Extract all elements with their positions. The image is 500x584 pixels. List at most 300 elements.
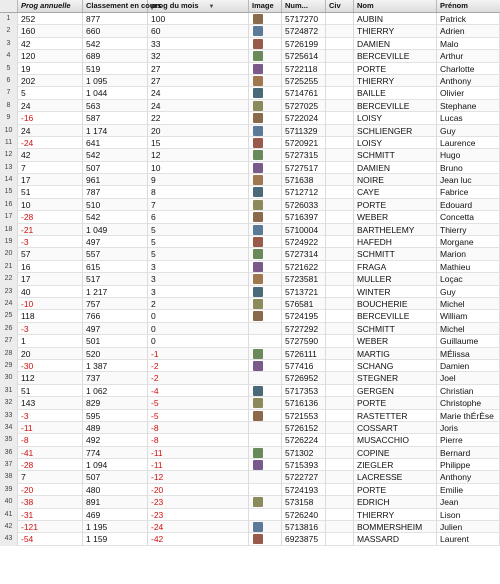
cell-nom[interactable]: THIERRY	[354, 25, 437, 37]
cell-image[interactable]	[249, 174, 282, 186]
cell-prog-annuelle[interactable]: -30	[18, 360, 83, 372]
cell-prenom[interactable]: Damien	[437, 360, 500, 372]
cell-image[interactable]	[249, 149, 282, 161]
cell-prog-mois[interactable]: -2	[148, 372, 249, 384]
cell-classement[interactable]: 1 159	[83, 533, 148, 545]
row-index[interactable]: 29	[0, 360, 18, 372]
cell-nom[interactable]: LOISY	[354, 137, 437, 149]
cell-prog-annuelle[interactable]: -3	[18, 236, 83, 248]
cell-num[interactable]: 5726033	[282, 199, 326, 211]
column-header-prog-mois[interactable]	[148, 0, 249, 12]
row-index[interactable]: 15	[0, 186, 18, 198]
cell-prog-annuelle[interactable]: 42	[18, 149, 83, 161]
row-index[interactable]: 24	[0, 298, 18, 310]
cell-classement[interactable]: 501	[83, 335, 148, 347]
cell-image[interactable]	[249, 360, 282, 372]
row-index[interactable]: 2	[0, 25, 18, 37]
cell-civ[interactable]	[326, 323, 354, 335]
cell-nom[interactable]: MUSACCHIO	[354, 434, 437, 446]
row-index[interactable]: 34	[0, 422, 18, 434]
cell-num[interactable]: 5711329	[282, 125, 326, 137]
cell-classement[interactable]: 891	[83, 496, 148, 508]
cell-civ[interactable]	[326, 298, 354, 310]
cell-classement[interactable]: 1 094	[83, 459, 148, 471]
cell-nom[interactable]: CAYE	[354, 186, 437, 198]
cell-num[interactable]: 5727590	[282, 335, 326, 347]
cell-prog-annuelle[interactable]: 24	[18, 100, 83, 112]
cell-classement[interactable]: 497	[83, 323, 148, 335]
table-row[interactable]	[0, 434, 500, 446]
cell-num[interactable]: 5724193	[282, 484, 326, 496]
cell-image[interactable]	[249, 50, 282, 62]
cell-prog-annuelle[interactable]: -3	[18, 323, 83, 335]
cell-nom[interactable]: EDRICH	[354, 496, 437, 508]
cell-prog-annuelle[interactable]: -11	[18, 422, 83, 434]
cell-prog-mois[interactable]: 5	[148, 236, 249, 248]
cell-classement[interactable]: 517	[83, 273, 148, 285]
cell-nom[interactable]: SCHANG	[354, 360, 437, 372]
cell-nom[interactable]: HAFEDH	[354, 236, 437, 248]
cell-prenom[interactable]: Patrick	[437, 13, 500, 25]
cell-prog-mois[interactable]: -8	[148, 422, 249, 434]
cell-num[interactable]: 573158	[282, 496, 326, 508]
row-index[interactable]: 28	[0, 348, 18, 360]
table-row[interactable]	[0, 236, 500, 248]
cell-prog-mois[interactable]: -5	[148, 397, 249, 409]
cell-nom[interactable]: THIERRY	[354, 509, 437, 521]
cell-civ[interactable]	[326, 50, 354, 62]
cell-prenom[interactable]: Lucas	[437, 112, 500, 124]
cell-prenom[interactable]: Arthur	[437, 50, 500, 62]
cell-image[interactable]	[249, 459, 282, 471]
cell-prenom[interactable]: Christian	[437, 385, 500, 397]
cell-prog-mois[interactable]: 32	[148, 50, 249, 62]
cell-nom[interactable]: MASSARD	[354, 533, 437, 545]
cell-prenom[interactable]: Bruno	[437, 162, 500, 174]
table-row[interactable]	[0, 125, 500, 137]
cell-image[interactable]	[249, 372, 282, 384]
cell-classement[interactable]: 615	[83, 261, 148, 273]
cell-civ[interactable]	[326, 186, 354, 198]
cell-civ[interactable]	[326, 75, 354, 87]
cell-classement[interactable]: 507	[83, 162, 148, 174]
cell-num[interactable]: 5724195	[282, 310, 326, 322]
cell-civ[interactable]	[326, 360, 354, 372]
cell-civ[interactable]	[326, 261, 354, 273]
cell-prog-annuelle[interactable]: -31	[18, 509, 83, 521]
cell-classement[interactable]: 774	[83, 447, 148, 459]
cell-prog-mois[interactable]: -20	[148, 484, 249, 496]
table-row[interactable]	[0, 112, 500, 124]
cell-civ[interactable]	[326, 125, 354, 137]
table-row[interactable]	[0, 533, 500, 545]
cell-prenom[interactable]: Morgane	[437, 236, 500, 248]
row-index[interactable]: 21	[0, 261, 18, 273]
cell-prenom[interactable]: Fabrice	[437, 186, 500, 198]
cell-prog-mois[interactable]: 27	[148, 75, 249, 87]
cell-num[interactable]: 5727517	[282, 162, 326, 174]
cell-image[interactable]	[249, 310, 282, 322]
cell-civ[interactable]	[326, 372, 354, 384]
cell-civ[interactable]	[326, 410, 354, 422]
cell-nom[interactable]: MARTIG	[354, 348, 437, 360]
table-row[interactable]	[0, 63, 500, 75]
cell-prenom[interactable]: Mathieu	[437, 261, 500, 273]
cell-prog-mois[interactable]: -1	[148, 348, 249, 360]
cell-classement[interactable]: 510	[83, 199, 148, 211]
row-index[interactable]: 11	[0, 137, 18, 149]
cell-prog-mois[interactable]: 8	[148, 186, 249, 198]
cell-prog-annuelle[interactable]: 16	[18, 261, 83, 273]
cell-civ[interactable]	[326, 100, 354, 112]
cell-prenom[interactable]: Laurence	[437, 137, 500, 149]
table-row[interactable]	[0, 372, 500, 384]
cell-nom[interactable]: WEBER	[354, 211, 437, 223]
cell-prog-mois[interactable]: 0	[148, 323, 249, 335]
cell-prog-mois[interactable]: 5	[148, 248, 249, 260]
cell-prog-mois[interactable]: -2	[148, 360, 249, 372]
column-header-image[interactable]	[249, 0, 282, 12]
cell-prog-mois[interactable]: 10	[148, 162, 249, 174]
table-row[interactable]	[0, 521, 500, 533]
table-row[interactable]	[0, 50, 500, 62]
cell-image[interactable]	[249, 261, 282, 273]
cell-prenom[interactable]: Michel	[437, 298, 500, 310]
table-row[interactable]	[0, 360, 500, 372]
cell-num[interactable]: 5726111	[282, 348, 326, 360]
cell-classement[interactable]: 1 062	[83, 385, 148, 397]
table-row[interactable]	[0, 496, 500, 508]
cell-nom[interactable]: FRAGA	[354, 261, 437, 273]
cell-prog-mois[interactable]: -42	[148, 533, 249, 545]
cell-prog-mois[interactable]: 9	[148, 174, 249, 186]
cell-prog-mois[interactable]: 2	[148, 298, 249, 310]
row-index[interactable]: 6	[0, 75, 18, 87]
cell-nom[interactable]: BARTHELEMY	[354, 224, 437, 236]
row-index[interactable]: 36	[0, 447, 18, 459]
cell-classement[interactable]: 689	[83, 50, 148, 62]
row-index[interactable]: 27	[0, 335, 18, 347]
row-index[interactable]: 3	[0, 38, 18, 50]
cell-prog-mois[interactable]: 0	[148, 335, 249, 347]
cell-classement[interactable]: 660	[83, 25, 148, 37]
cell-num[interactable]: 5714761	[282, 87, 326, 99]
cell-num[interactable]: 5726152	[282, 422, 326, 434]
cell-prenom[interactable]: Guy	[437, 125, 500, 137]
cell-prenom[interactable]: Christophe	[437, 397, 500, 409]
row-index[interactable]: 20	[0, 248, 18, 260]
cell-nom[interactable]: COPINE	[354, 447, 437, 459]
cell-nom[interactable]: NOIRE	[354, 174, 437, 186]
row-index[interactable]: 33	[0, 410, 18, 422]
cell-nom[interactable]: SCHLIENGER	[354, 125, 437, 137]
cell-nom[interactable]: DAMIEN	[354, 38, 437, 50]
cell-prenom[interactable]: Michel	[437, 323, 500, 335]
cell-civ[interactable]	[326, 397, 354, 409]
cell-image[interactable]	[249, 125, 282, 137]
cell-prenom[interactable]: Thierry	[437, 224, 500, 236]
table-row[interactable]	[0, 348, 500, 360]
cell-civ[interactable]	[326, 521, 354, 533]
column-header-nom[interactable]	[354, 0, 437, 12]
cell-num[interactable]: 5722727	[282, 471, 326, 483]
cell-classement[interactable]: 1 049	[83, 224, 148, 236]
cell-nom[interactable]: SCHMITT	[354, 248, 437, 260]
cell-prog-annuelle[interactable]: -3	[18, 410, 83, 422]
cell-classement[interactable]: 1 044	[83, 87, 148, 99]
cell-prenom[interactable]: Bernard	[437, 447, 500, 459]
cell-num[interactable]: 5727315	[282, 149, 326, 161]
cell-civ[interactable]	[326, 211, 354, 223]
cell-prog-mois[interactable]: 27	[148, 63, 249, 75]
cell-prog-annuelle[interactable]: 17	[18, 273, 83, 285]
cell-prenom[interactable]: MÉlissa	[437, 348, 500, 360]
cell-prog-annuelle[interactable]: 118	[18, 310, 83, 322]
cell-prog-annuelle[interactable]: 40	[18, 286, 83, 298]
cell-prenom[interactable]: Jean	[437, 496, 500, 508]
cell-image[interactable]	[249, 323, 282, 335]
cell-num[interactable]: 5723581	[282, 273, 326, 285]
cell-num[interactable]: 5722024	[282, 112, 326, 124]
cell-prog-annuelle[interactable]: -41	[18, 447, 83, 459]
row-index[interactable]: 31	[0, 385, 18, 397]
cell-prenom[interactable]: Anthony	[437, 75, 500, 87]
cell-image[interactable]	[249, 87, 282, 99]
cell-civ[interactable]	[326, 199, 354, 211]
row-index[interactable]: 40	[0, 496, 18, 508]
cell-civ[interactable]	[326, 310, 354, 322]
column-header-prog-annuelle[interactable]	[18, 0, 83, 12]
cell-nom[interactable]: WINTER	[354, 286, 437, 298]
cell-prog-annuelle[interactable]: 42	[18, 38, 83, 50]
cell-prog-mois[interactable]: 60	[148, 25, 249, 37]
row-index[interactable]: 1	[0, 13, 18, 25]
cell-image[interactable]	[249, 496, 282, 508]
cell-prog-annuelle[interactable]: -10	[18, 298, 83, 310]
cell-civ[interactable]	[326, 224, 354, 236]
cell-classement[interactable]: 519	[83, 63, 148, 75]
cell-civ[interactable]	[326, 422, 354, 434]
cell-classement[interactable]: 497	[83, 236, 148, 248]
cell-civ[interactable]	[326, 13, 354, 25]
cell-prog-annuelle[interactable]: 7	[18, 162, 83, 174]
cell-classement[interactable]: 587	[83, 112, 148, 124]
cell-num[interactable]: 5720921	[282, 137, 326, 149]
cell-prog-annuelle[interactable]: 5	[18, 87, 83, 99]
cell-image[interactable]	[249, 434, 282, 446]
cell-classement[interactable]: 480	[83, 484, 148, 496]
table-row[interactable]	[0, 422, 500, 434]
cell-num[interactable]: 577416	[282, 360, 326, 372]
cell-image[interactable]	[249, 484, 282, 496]
cell-prenom[interactable]: Anthony	[437, 471, 500, 483]
cell-prog-annuelle[interactable]: 19	[18, 63, 83, 75]
cell-civ[interactable]	[326, 533, 354, 545]
cell-nom[interactable]: BERCEVILLE	[354, 100, 437, 112]
cell-civ[interactable]	[326, 149, 354, 161]
cell-civ[interactable]	[326, 87, 354, 99]
cell-image[interactable]	[249, 186, 282, 198]
cell-prenom[interactable]: Concetta	[437, 211, 500, 223]
row-index[interactable]: 26	[0, 323, 18, 335]
cell-prog-mois[interactable]: 5	[148, 224, 249, 236]
cell-nom[interactable]: PORTE	[354, 199, 437, 211]
row-index[interactable]: 23	[0, 286, 18, 298]
cell-image[interactable]	[249, 224, 282, 236]
cell-num[interactable]: 5725255	[282, 75, 326, 87]
cell-num[interactable]: 5722118	[282, 63, 326, 75]
cell-prog-annuelle[interactable]: 20	[18, 348, 83, 360]
cell-classement[interactable]: 1 387	[83, 360, 148, 372]
row-index[interactable]: 4	[0, 50, 18, 62]
cell-civ[interactable]	[326, 162, 354, 174]
cell-prenom[interactable]: William	[437, 310, 500, 322]
cell-num[interactable]: 5713816	[282, 521, 326, 533]
table-row[interactable]	[0, 459, 500, 471]
cell-nom[interactable]: BOMMERSHEIM	[354, 521, 437, 533]
cell-nom[interactable]: BAILLE	[354, 87, 437, 99]
cell-civ[interactable]	[326, 348, 354, 360]
sort-descending-icon[interactable]: ▼	[208, 4, 215, 10]
cell-prenom[interactable]: Julien	[437, 521, 500, 533]
cell-prog-mois[interactable]: -4	[148, 385, 249, 397]
cell-civ[interactable]	[326, 248, 354, 260]
cell-classement[interactable]: 542	[83, 38, 148, 50]
cell-prenom[interactable]: Stephane	[437, 100, 500, 112]
cell-classement[interactable]: 1 174	[83, 125, 148, 137]
cell-prog-mois[interactable]: 20	[148, 125, 249, 137]
cell-prog-mois[interactable]: 100	[148, 13, 249, 25]
row-index[interactable]: 13	[0, 162, 18, 174]
cell-civ[interactable]	[326, 471, 354, 483]
row-index[interactable]: 22	[0, 273, 18, 285]
cell-civ[interactable]	[326, 496, 354, 508]
table-row[interactable]	[0, 199, 500, 211]
cell-prenom[interactable]: Joris	[437, 422, 500, 434]
cell-prog-annuelle[interactable]: -38	[18, 496, 83, 508]
table-row[interactable]	[0, 509, 500, 521]
cell-classement[interactable]: 757	[83, 298, 148, 310]
cell-prog-mois[interactable]: 15	[148, 137, 249, 149]
cell-num[interactable]: 5715393	[282, 459, 326, 471]
cell-image[interactable]	[249, 410, 282, 422]
cell-image[interactable]	[249, 335, 282, 347]
row-index[interactable]: 17	[0, 211, 18, 223]
table-row[interactable]	[0, 273, 500, 285]
cell-nom[interactable]: MULLER	[354, 273, 437, 285]
column-header-prenom[interactable]	[437, 0, 500, 12]
cell-prog-annuelle[interactable]: -24	[18, 137, 83, 149]
cell-num[interactable]: 5726952	[282, 372, 326, 384]
row-index[interactable]: 10	[0, 125, 18, 137]
cell-prenom[interactable]: Emilie	[437, 484, 500, 496]
table-row[interactable]	[0, 137, 500, 149]
cell-num[interactable]: 5712712	[282, 186, 326, 198]
cell-image[interactable]	[249, 397, 282, 409]
cell-nom[interactable]: BOUCHERIE	[354, 298, 437, 310]
cell-num[interactable]: 571638	[282, 174, 326, 186]
cell-image[interactable]	[249, 137, 282, 149]
cell-prog-mois[interactable]: -8	[148, 434, 249, 446]
cell-classement[interactable]: 877	[83, 13, 148, 25]
cell-prog-annuelle[interactable]: -20	[18, 484, 83, 496]
row-index[interactable]: 42	[0, 521, 18, 533]
cell-prog-annuelle[interactable]: 51	[18, 385, 83, 397]
row-index[interactable]: 38	[0, 471, 18, 483]
cell-prenom[interactable]: Pierre	[437, 434, 500, 446]
cell-image[interactable]	[249, 162, 282, 174]
cell-classement[interactable]: 961	[83, 174, 148, 186]
cell-nom[interactable]: COSSART	[354, 422, 437, 434]
row-index[interactable]: 7	[0, 87, 18, 99]
cell-prenom[interactable]: Hugo	[437, 149, 500, 161]
cell-image[interactable]	[249, 25, 282, 37]
cell-nom[interactable]: SCHMITT	[354, 149, 437, 161]
cell-prog-mois[interactable]: -11	[148, 459, 249, 471]
cell-prenom[interactable]: Laurent	[437, 533, 500, 545]
cell-nom[interactable]: LOISY	[354, 112, 437, 124]
table-row[interactable]	[0, 410, 500, 422]
cell-classement[interactable]: 542	[83, 149, 148, 161]
cell-prog-mois[interactable]: 12	[148, 149, 249, 161]
cell-civ[interactable]	[326, 112, 354, 124]
table-row[interactable]	[0, 310, 500, 322]
cell-prog-annuelle[interactable]: 112	[18, 372, 83, 384]
table-row[interactable]	[0, 13, 500, 25]
row-index[interactable]: 41	[0, 509, 18, 521]
cell-num[interactable]: 5727292	[282, 323, 326, 335]
cell-nom[interactable]: ZIEGLER	[354, 459, 437, 471]
cell-image[interactable]	[249, 63, 282, 75]
table-row[interactable]	[0, 447, 500, 459]
cell-num[interactable]: 576581	[282, 298, 326, 310]
table-row[interactable]	[0, 261, 500, 273]
cell-classement[interactable]: 641	[83, 137, 148, 149]
cell-prog-mois[interactable]: 24	[148, 100, 249, 112]
cell-classement[interactable]: 1 095	[83, 75, 148, 87]
cell-num[interactable]: 5724922	[282, 236, 326, 248]
row-index[interactable]: 9	[0, 112, 18, 124]
cell-image[interactable]	[249, 112, 282, 124]
cell-num[interactable]: 5721553	[282, 410, 326, 422]
cell-image[interactable]	[249, 286, 282, 298]
cell-num[interactable]: 5717270	[282, 13, 326, 25]
cell-nom[interactable]: RASTETTER	[354, 410, 437, 422]
cell-nom[interactable]: LACRESSE	[354, 471, 437, 483]
cell-classement[interactable]: 469	[83, 509, 148, 521]
cell-image[interactable]	[249, 236, 282, 248]
cell-prenom[interactable]: Marie thÉrÈse	[437, 410, 500, 422]
table-row[interactable]	[0, 25, 500, 37]
cell-image[interactable]	[249, 521, 282, 533]
table-row[interactable]	[0, 323, 500, 335]
cell-prog-mois[interactable]: -5	[148, 410, 249, 422]
row-index[interactable]: 18	[0, 224, 18, 236]
cell-civ[interactable]	[326, 38, 354, 50]
cell-image[interactable]	[249, 248, 282, 260]
cell-civ[interactable]	[326, 286, 354, 298]
cell-prog-mois[interactable]: -12	[148, 471, 249, 483]
cell-num[interactable]: 5726199	[282, 38, 326, 50]
cell-prog-mois[interactable]: -11	[148, 447, 249, 459]
cell-nom[interactable]: WEBER	[354, 335, 437, 347]
cell-nom[interactable]: DAMIEN	[354, 162, 437, 174]
cell-prog-annuelle[interactable]: -54	[18, 533, 83, 545]
cell-nom[interactable]: THIERRY	[354, 75, 437, 87]
cell-image[interactable]	[249, 298, 282, 310]
table-row[interactable]	[0, 385, 500, 397]
table-row[interactable]	[0, 38, 500, 50]
